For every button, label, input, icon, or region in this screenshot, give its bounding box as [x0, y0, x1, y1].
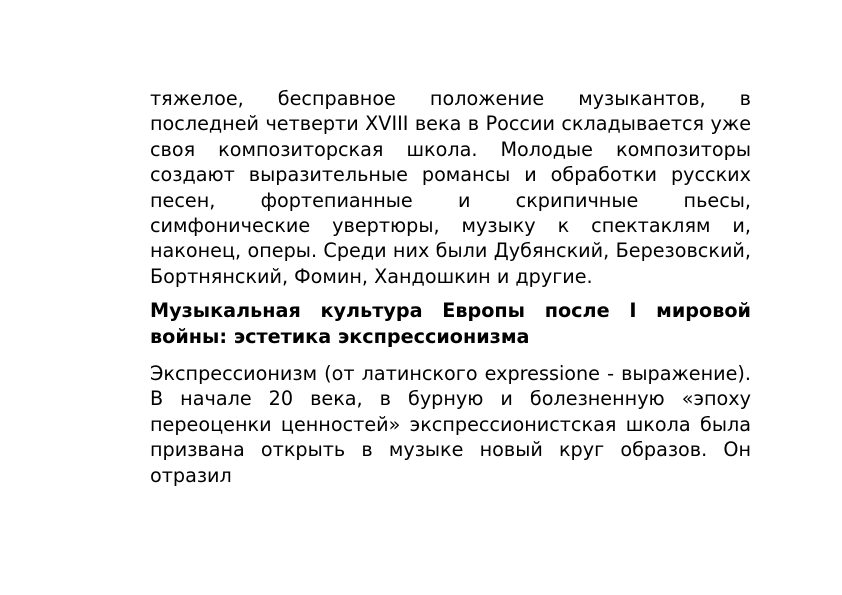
body-paragraph: Экспрессионизм (от латинского expressione - выражение). В начале 20 века, в бурную и болезненную «эпоху переоценки ценностей» экспрессионистская школа была призвана открыть в музыке новый круг образов. Он отразил [150, 362, 751, 487]
section-heading: Музыкальная культура Европы после I мировой войны: эстетика экспрессионизма [150, 299, 751, 348]
body-paragraph: тяжелое, бесправное положение музыкантов, в последней четверти XVIII века в России складывается уже своя композиторская школа. Молодые композиторы создают выразительные романсы и обработки русских песен, фортепианные и скрипичные пьесы, симфонические увертюры, музыку к спектаклям и, наконец, оперы. Среди них были Дубянский, Березовский, Бортнянский, Фомин, Хандошкин и другие. [150, 87, 751, 288]
text-content [150, 86, 751, 488]
